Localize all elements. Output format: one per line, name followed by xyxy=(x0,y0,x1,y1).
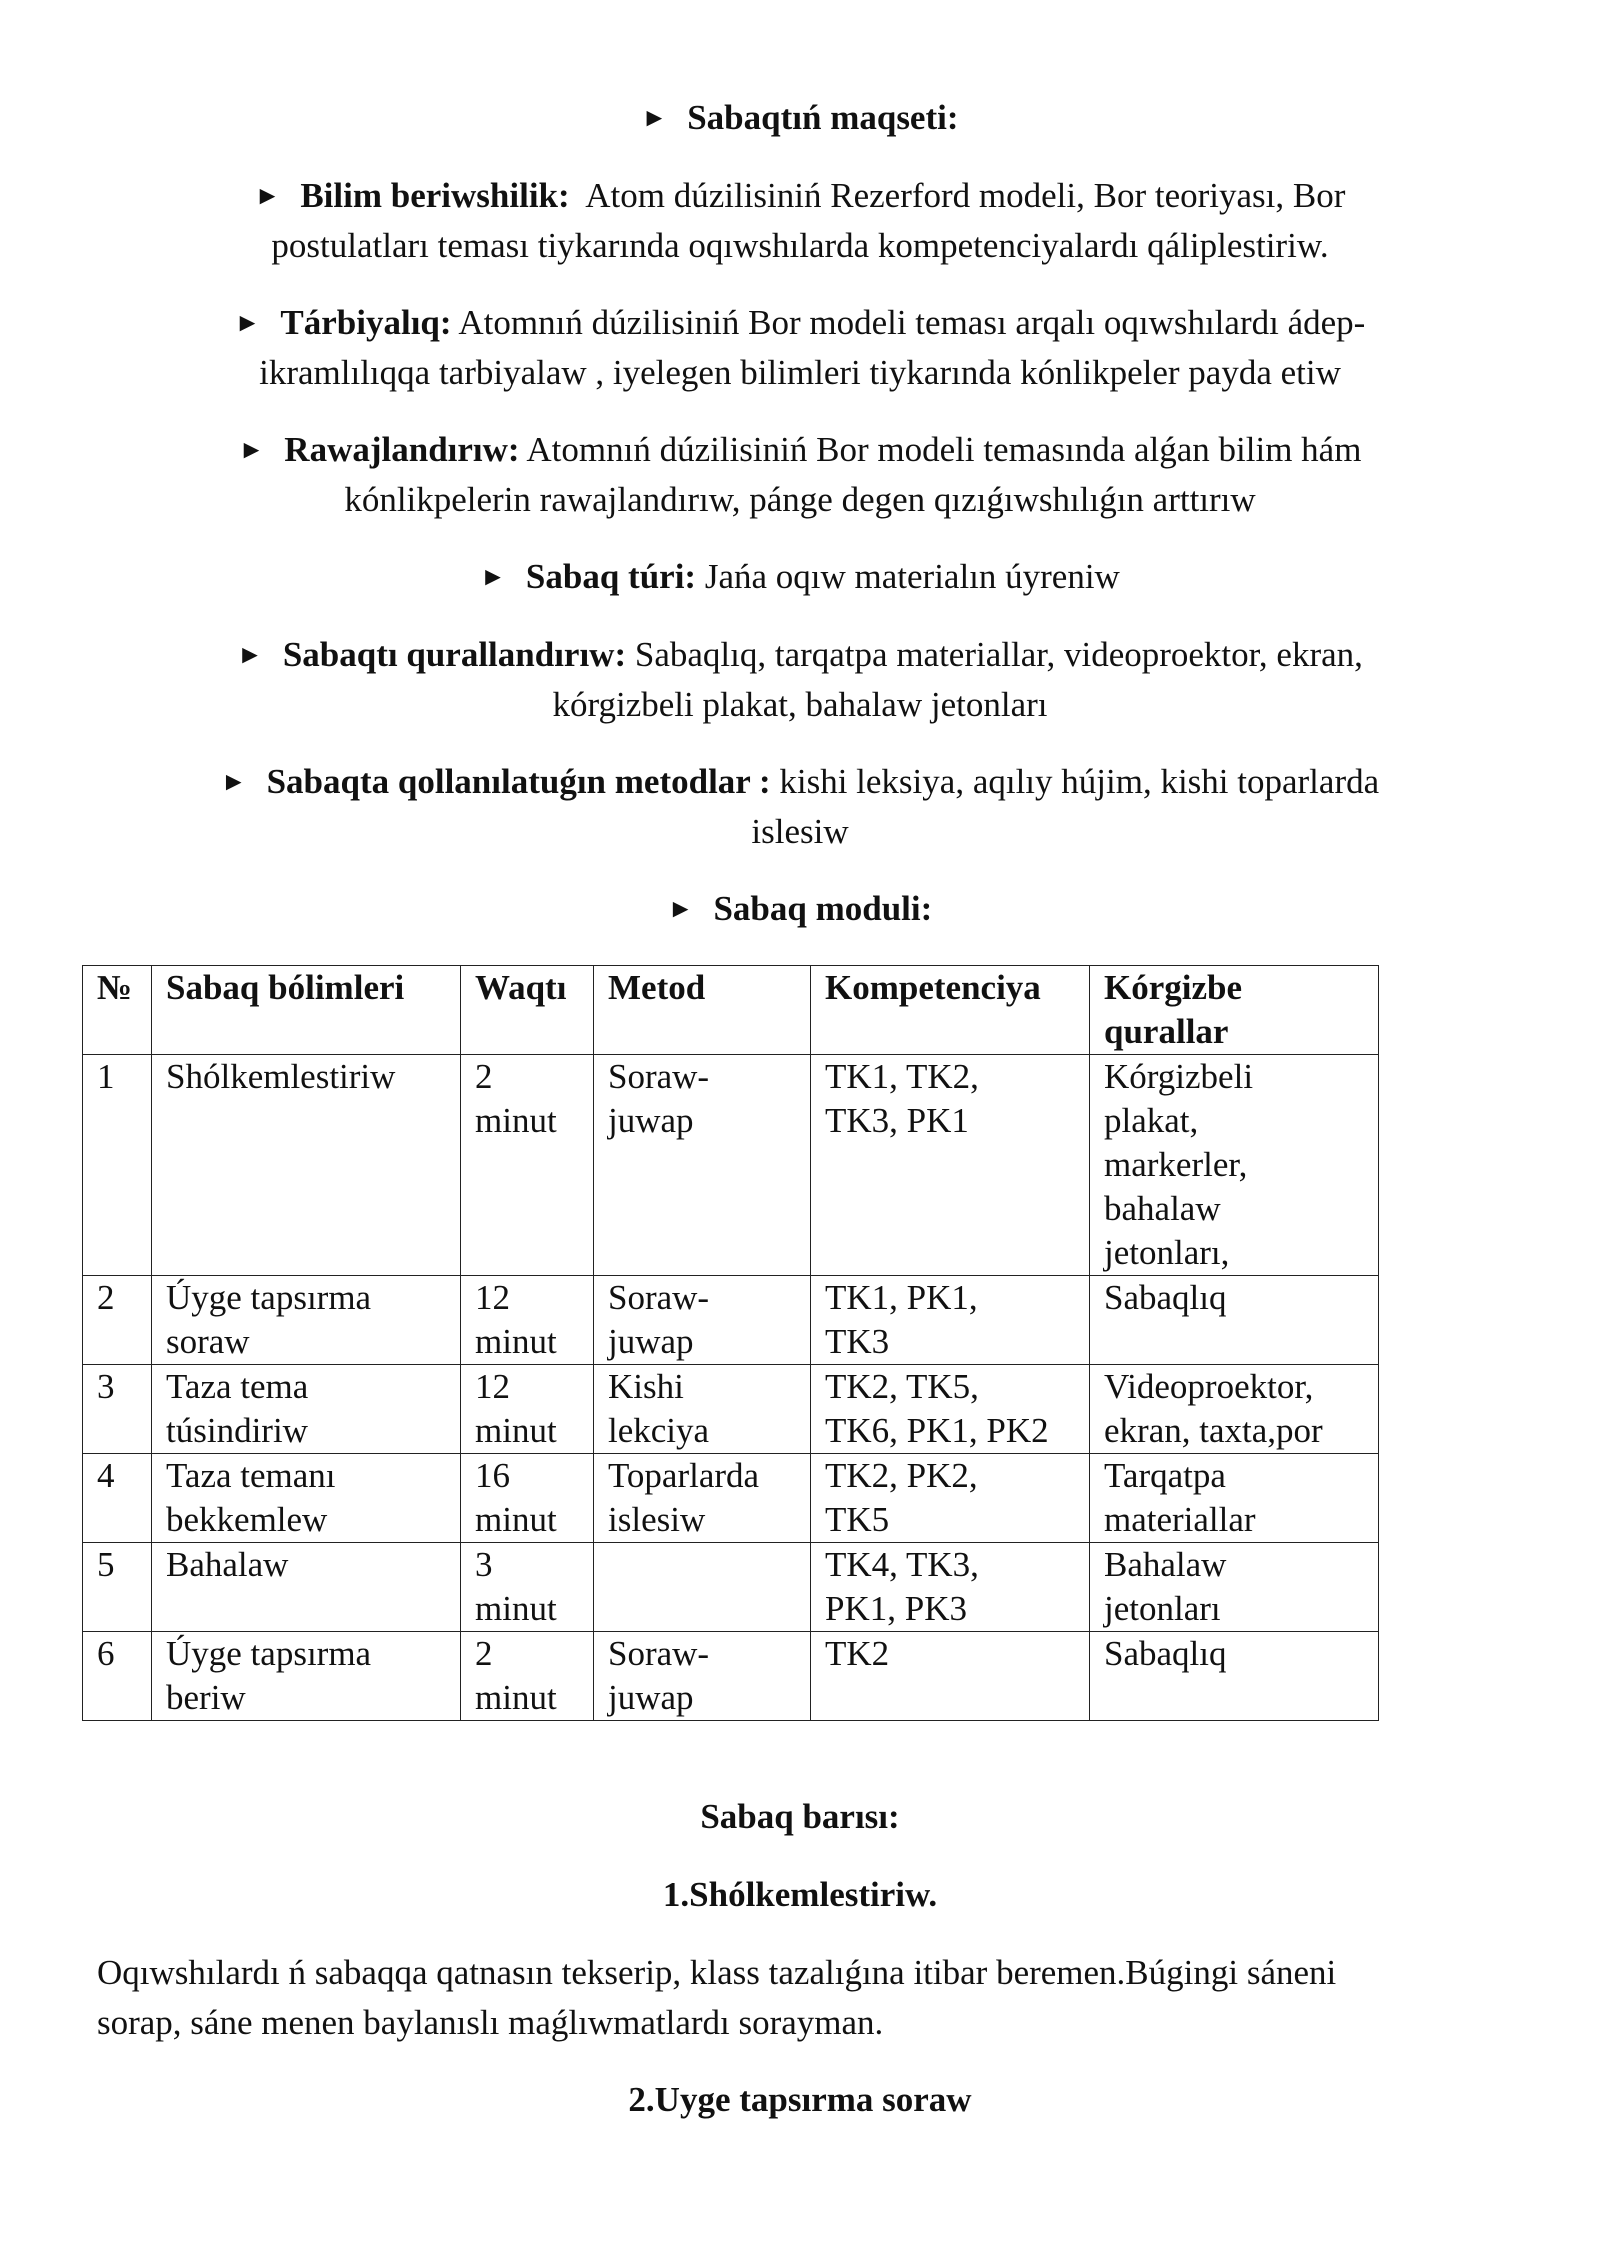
triangle-bullet-icon: ► xyxy=(234,308,261,337)
cell-text: Soraw- xyxy=(608,1278,710,1317)
triangle-bullet-icon: ► xyxy=(220,767,247,796)
cell-section xyxy=(152,1632,461,1721)
cell-visual-aids xyxy=(1090,1543,1379,1632)
cell-text: Úyge tapsırma xyxy=(166,1278,372,1317)
goal-text: Atom dúzilisiniń Rezerford modeli, Bor teoriyası, Bor xyxy=(585,176,1346,215)
methods-text: islesiw xyxy=(751,812,849,851)
cell-text: TK5 xyxy=(825,1500,890,1539)
triangle-bullet-icon: ► xyxy=(237,640,263,669)
cell-competency xyxy=(811,1365,1090,1454)
cell-text: 2 xyxy=(475,1634,493,1673)
goal-label: Rawajlandırıw: xyxy=(284,430,520,469)
cell-time xyxy=(461,1454,594,1543)
cell-text: 12 xyxy=(475,1367,510,1406)
paragraph-line: Oqıwshılardı ń sabaqqa qatnasın tekserip, klass tazalıǵına itibar beremen.Búgingi sáneni xyxy=(97,1953,1337,1992)
cell-text: juwap xyxy=(608,1678,694,1717)
cell-text: 12 xyxy=(475,1278,510,1317)
goal-heading xyxy=(0,93,1600,146)
goal-text: postulatları teması tiykarında oqıwshılarda kompetenciyalardı qáliplestiriw. xyxy=(271,226,1329,265)
cell-text: minut xyxy=(475,1101,557,1140)
cell-time xyxy=(461,1276,594,1365)
cell-method xyxy=(594,1365,811,1454)
cell-text: Soraw- xyxy=(608,1057,710,1096)
table-row xyxy=(83,1543,1379,1632)
cell-text: Toparlarda xyxy=(608,1456,760,1495)
cell-text: bahalaw xyxy=(1104,1189,1221,1228)
cell-text: TK3 xyxy=(825,1322,890,1361)
cell-text: jetonları xyxy=(1104,1589,1221,1628)
cell-text: islesiw xyxy=(608,1500,706,1539)
cell-text: 6 xyxy=(97,1634,115,1673)
cell-text: TK1, TK2, xyxy=(825,1057,979,1096)
lesson-type-value: Jańa oqıw materialın úyreniw xyxy=(704,557,1120,596)
cell-text: 1 xyxy=(97,1057,115,1096)
cell-text: Soraw- xyxy=(608,1634,710,1673)
cell-number xyxy=(83,1055,152,1276)
cell-text: TK2 xyxy=(825,1634,890,1673)
cell-text: juwap xyxy=(608,1322,694,1361)
cell-text: Shólkemlestiriw xyxy=(166,1057,396,1096)
methods-label: Sabaqta qollanılatuǵın metodlar : xyxy=(266,762,771,801)
methods-text: kishi leksiya, aqılıy hújim, kishi toparlarda xyxy=(779,762,1380,801)
cell-text: lekciya xyxy=(608,1411,710,1450)
section-title: 2.Uyge tapsırma soraw xyxy=(628,2080,972,2119)
cell-text: TK3, PK1 xyxy=(825,1101,969,1140)
cell-text: 5 xyxy=(97,1545,115,1584)
cell-text: Sabaqlıq xyxy=(1104,1634,1227,1673)
cell-text: Kórgizbe xyxy=(1104,968,1243,1007)
cell-text: juwap xyxy=(608,1101,694,1140)
triangle-bullet-icon: ► xyxy=(238,435,265,464)
cell-visual-aids xyxy=(1090,1276,1379,1365)
header-visual-aids xyxy=(1090,966,1379,1055)
lesson-type-label: Sabaq túri: xyxy=(525,557,697,596)
cell-visual-aids xyxy=(1090,1632,1379,1721)
cell-text: minut xyxy=(475,1500,557,1539)
cell-text: markerler, xyxy=(1104,1145,1248,1184)
cell-text: 16 xyxy=(475,1456,510,1495)
lesson-module-table xyxy=(82,965,1379,1721)
cell-section xyxy=(152,1543,461,1632)
cell-text: Kompetenciya xyxy=(825,968,1041,1007)
cell-text: Úyge tapsırma xyxy=(166,1634,372,1673)
cell-number xyxy=(83,1454,152,1543)
cell-text: minut xyxy=(475,1322,557,1361)
cell-method xyxy=(594,1276,811,1365)
module-heading xyxy=(0,884,1600,937)
cell-competency xyxy=(811,1055,1090,1276)
cell-text: Sabaqlıq xyxy=(1104,1278,1227,1317)
cell-text: TK4, TK3, xyxy=(825,1545,979,1584)
cell-number xyxy=(83,1543,152,1632)
cell-text: plakat, xyxy=(1104,1101,1199,1140)
table-header-row xyxy=(83,966,1379,1055)
triangle-bullet-icon: ► xyxy=(667,894,694,923)
cell-text: Taza temanı xyxy=(166,1456,336,1495)
cell-time xyxy=(461,1632,594,1721)
goal-label: Bilim beriwshilik: xyxy=(300,176,570,215)
cell-text: jetonları, xyxy=(1104,1233,1230,1272)
cell-number xyxy=(83,1365,152,1454)
goal-text: Atomnıń dúzilisiniń Bor modeli temasında alǵan bilim hám xyxy=(526,430,1362,469)
cell-method xyxy=(594,1543,811,1632)
lesson-type xyxy=(0,552,1600,605)
cell-competency xyxy=(811,1276,1090,1365)
cell-method xyxy=(594,1055,811,1276)
cell-text: TK2, TK5, xyxy=(825,1367,979,1406)
cell-section xyxy=(152,1276,461,1365)
cell-text: 2 xyxy=(97,1278,115,1317)
cell-visual-aids xyxy=(1090,1454,1379,1543)
section-title: 1.Shólkemlestiriw. xyxy=(662,1875,938,1914)
cell-method xyxy=(594,1632,811,1721)
equipment-text: kórgizbeli plakat, bahalaw jetonları xyxy=(552,685,1048,724)
cell-text: Metod xyxy=(608,968,706,1007)
cell-text: minut xyxy=(475,1589,557,1628)
cell-text: ekran, taxta,por xyxy=(1104,1411,1323,1450)
table-row xyxy=(83,1276,1379,1365)
header-number xyxy=(83,966,152,1055)
cell-text: Taza tema xyxy=(166,1367,309,1406)
header-sections xyxy=(152,966,461,1055)
goal-text: kónlikpelerin rawajlandırıw, pánge degen qızıǵıwshılıǵın arttırıw xyxy=(344,480,1256,519)
cell-text: Kórgizbeli xyxy=(1104,1057,1254,1096)
cell-text: materiallar xyxy=(1104,1500,1256,1539)
cell-text: 3 xyxy=(97,1367,115,1406)
cell-number xyxy=(83,1632,152,1721)
module-heading-text: Sabaq moduli: xyxy=(713,889,933,928)
cell-competency xyxy=(811,1454,1090,1543)
equipment-text: Sabaqlıq, tarqatpa materiallar, videoproektor, ekran, xyxy=(634,635,1363,674)
table-row xyxy=(83,1454,1379,1543)
cell-competency xyxy=(811,1632,1090,1721)
cell-text: Bahalaw xyxy=(1104,1545,1227,1584)
cell-text: soraw xyxy=(166,1322,250,1361)
triangle-bullet-icon: ► xyxy=(641,103,668,132)
cell-text: Bahalaw xyxy=(166,1545,289,1584)
cell-time xyxy=(461,1543,594,1632)
cell-text: Waqtı xyxy=(475,968,567,1007)
cell-text: TK2, PK2, xyxy=(825,1456,978,1495)
header-method xyxy=(594,966,811,1055)
table-row xyxy=(83,1632,1379,1721)
cell-text: qurallar xyxy=(1104,1012,1229,1051)
cell-time xyxy=(461,1055,594,1276)
cell-number xyxy=(83,1276,152,1365)
goal-label: Tárbiyalıq: xyxy=(280,303,452,342)
cell-text: № xyxy=(97,968,133,1007)
cell-visual-aids xyxy=(1090,1365,1379,1454)
cell-text: 3 xyxy=(475,1545,493,1584)
cell-text: bekkemlew xyxy=(166,1500,328,1539)
cell-text: túsindiriw xyxy=(166,1411,308,1450)
cell-section xyxy=(152,1365,461,1454)
table-row xyxy=(83,1055,1379,1276)
triangle-bullet-icon: ► xyxy=(480,562,506,591)
cell-text: Videoproektor, xyxy=(1104,1367,1314,1406)
goal-text: Atomnıń dúzilisiniń Bor modeli teması arqalı oqıwshılardı ádep- xyxy=(458,303,1366,342)
cell-visual-aids xyxy=(1090,1055,1379,1276)
cell-method xyxy=(594,1454,811,1543)
triangle-bullet-icon: ► xyxy=(254,181,281,210)
cell-text: beriw xyxy=(166,1678,246,1717)
equipment-label: Sabaqtı qurallandırıw: xyxy=(282,635,627,674)
cell-text: minut xyxy=(475,1411,557,1450)
paragraph-line: sorap, sáne menen baylanıslı maǵlıwmatlardı sorayman. xyxy=(97,2003,884,2042)
cell-section xyxy=(152,1055,461,1276)
cell-text: Kishi xyxy=(608,1367,684,1406)
goal-heading-text: Sabaqtıń maqseti: xyxy=(687,98,959,137)
cell-section xyxy=(152,1454,461,1543)
table-row xyxy=(83,1365,1379,1454)
cell-text: minut xyxy=(475,1678,557,1717)
cell-text: Sabaq bólimleri xyxy=(166,968,405,1007)
header-competency xyxy=(811,966,1090,1055)
cell-competency xyxy=(811,1543,1090,1632)
cell-text: 2 xyxy=(475,1057,493,1096)
cell-text: 4 xyxy=(97,1456,115,1495)
cell-text: PK1, PK3 xyxy=(825,1589,967,1628)
goal-text: ikramlılıqqa tarbiyalaw , iyelegen bilimleri tiykarında kónlikpeler payda etiw xyxy=(259,353,1341,392)
header-time xyxy=(461,966,594,1055)
cell-text: TK6, PK1, PK2 xyxy=(825,1411,1049,1450)
section-paragraph xyxy=(97,1948,1517,2048)
lesson-course-heading: Sabaq barısı: xyxy=(700,1797,900,1836)
cell-text: TK1, PK1, xyxy=(825,1278,978,1317)
cell-text: Tarqatpa xyxy=(1104,1456,1226,1495)
cell-time xyxy=(461,1365,594,1454)
